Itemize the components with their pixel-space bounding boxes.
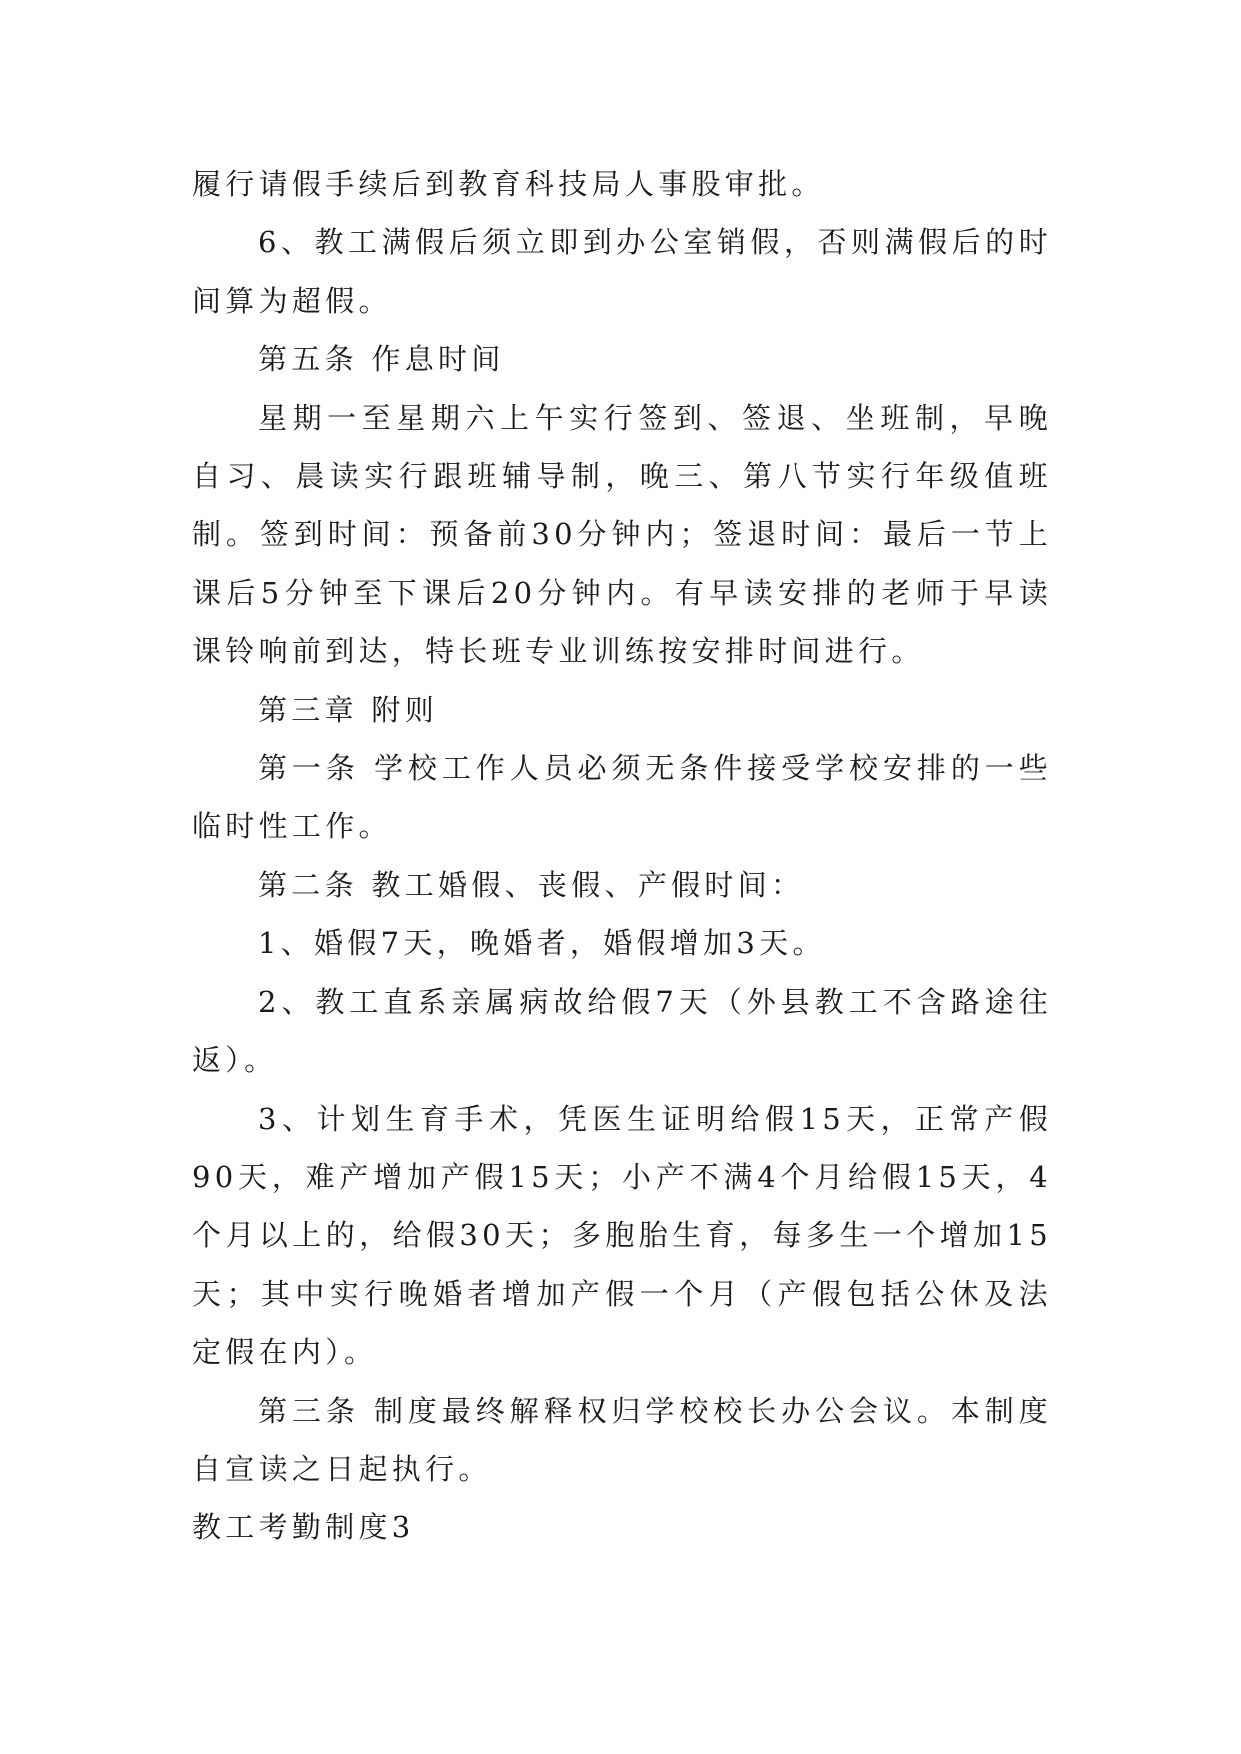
chapter-3-heading: 第三章 附则: [258, 692, 439, 727]
section-title-attendance-3: 教工考勤制度3: [192, 1510, 415, 1545]
paragraph-leave-cancellation: 6、教工满假后须立即到办公室销假，否则满假后的时间算为超假。: [192, 225, 1052, 318]
item-marriage-leave: 1、婚假7天，晚婚者，婚假增加3天。: [258, 926, 826, 961]
paragraph-schedule: 星期一至星期六上午实行签到、签退、坐班制，早晚自习、晨读实行跟班辅导制，晚三、第八节实行年级值班制。签到时间：预备前30分钟内；签退时间：最后一节上课后5分钟至下课后20分钟内。有早读安排的老师于早读课铃响前到达，特长班专业训练按安排时间进行。: [192, 400, 1052, 669]
article-3-interpretation: 第三条 制度最终解释权归学校校长办公会议。本制度自宣读之日起执行。: [192, 1393, 1052, 1486]
article-2-leave-types: 第二条 教工婚假、丧假、产假时间：: [258, 867, 805, 902]
article-5-heading: 第五条 作息时间: [258, 342, 505, 377]
document-body: [192, 155, 1052, 1557]
item-maternity-leave: 3、计划生育手术，凭医生证明给假15天，正常产假90天，难产增加产假15天；小产不满4个月给假15天，4个月以上的，给假30天；多胞胎生育，每多生一个增加15天；其中实行晚婚者增加产假一个月（产假包括公休及法定假在内）。: [192, 1101, 1052, 1370]
paragraph-approval: 履行请假手续后到教育科技局人事股审批。: [192, 167, 825, 201]
article-1-temporary-work: 第一条 学校工作人员必须无条件接受学校安排的一些临时性工作。: [192, 751, 1052, 844]
item-bereavement-leave: 2、教工直系亲属病故给假7天（外县教工不含路途往返）。: [192, 984, 1052, 1078]
